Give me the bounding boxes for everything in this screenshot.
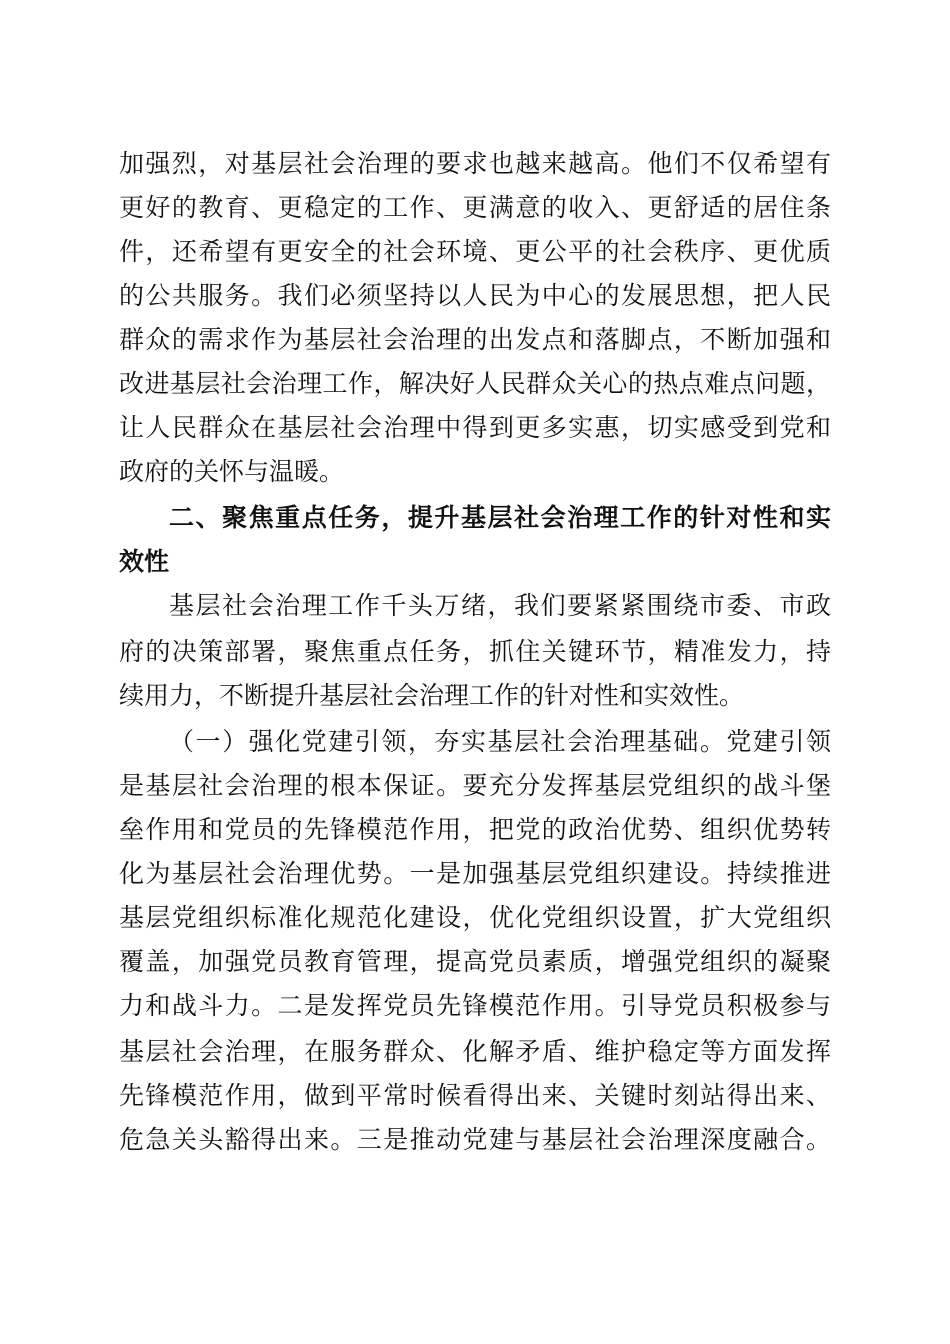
paragraph-3-line: 基层社会治理，在服务群众、化解矛盾、维护稳定等方面发挥 bbox=[119, 1037, 831, 1066]
paragraph-2-line: 基层社会治理工作千头万绪，我们要紧紧围绕市委、市政 bbox=[169, 591, 831, 620]
section-heading-line: 效性 bbox=[119, 547, 170, 576]
paragraph-3-line: 危急关头豁得出来。三是推动党建与基层社会治理深度融合。 bbox=[119, 1125, 831, 1154]
paragraph-3-line: 先锋模范作用，做到平常时候看得出来、关键时刻站得出来、 bbox=[119, 1081, 831, 1110]
paragraph-1-line: 群众的需求作为基层社会治理的出发点和落脚点，不断加强和 bbox=[119, 325, 831, 354]
paragraph-3-line: 覆盖，加强党员教育管理，提高党员素质，增强党组织的凝聚 bbox=[119, 947, 831, 976]
paragraph-3-line: 是基层社会治理的根本保证。要充分发挥基层党组织的战斗堡 bbox=[119, 771, 831, 800]
paragraph-3-line: 垒作用和党员的先锋模范作用，把党的政治优势、组织优势转 bbox=[119, 815, 831, 844]
paragraph-1-line: 件，还希望有更安全的社会环境、更公平的社会秩序、更优质 bbox=[119, 237, 831, 266]
paragraph-2-line: 府的决策部署，聚焦重点任务，抓住关键环节，精准发力，持 bbox=[119, 637, 831, 666]
paragraph-2-line: 续用力，不断提升基层社会治理工作的针对性和实效性。 bbox=[119, 681, 745, 710]
paragraph-1-line: 的公共服务。我们必须坚持以人民为中心的发展思想，把人民 bbox=[119, 281, 831, 310]
paragraph-3-line: （一）强化党建引领，夯实基层社会治理基础。党建引领 bbox=[169, 727, 831, 756]
paragraph-3-line: 力和战斗力。二是发挥党员先锋模范作用。引导党员积极参与 bbox=[119, 991, 831, 1020]
paragraph-1-line: 更好的教育、更稳定的工作、更满意的收入、更舒适的居住条 bbox=[119, 193, 831, 222]
paragraph-1-line: 改进基层社会治理工作，解决好人民群众关心的热点难点问题， bbox=[119, 369, 831, 398]
paragraph-3-line: 基层党组织标准化规范化建设，优化党组织设置，扩大党组织 bbox=[119, 903, 831, 932]
paragraph-1-line: 让人民群众在基层社会治理中得到更多实惠，切实感受到党和 bbox=[119, 413, 831, 442]
paragraph-3-line: 化为基层社会治理优势。一是加强基层党组织建设。持续推进 bbox=[119, 859, 831, 888]
paragraph-1-line: 政府的关怀与温暖。 bbox=[119, 457, 345, 486]
section-heading-line: 二、聚焦重点任务，提升基层社会治理工作的针对性和实 bbox=[169, 503, 831, 532]
paragraph-1-line: 加强烈，对基层社会治理的要求也越来越高。他们不仅希望有 bbox=[119, 149, 831, 178]
